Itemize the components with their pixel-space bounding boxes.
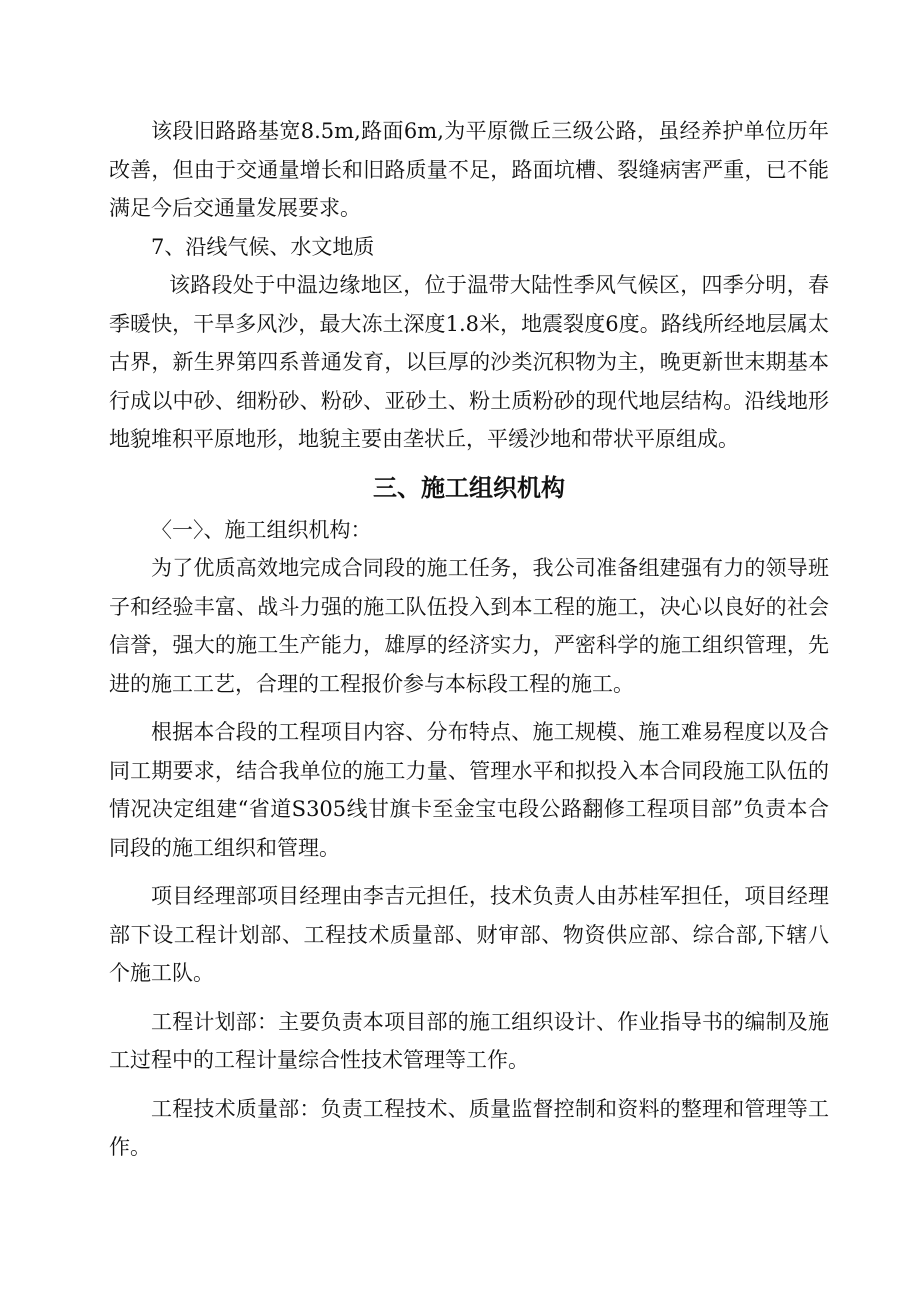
- paragraph-organization-goal: 为了优质高效地完成合同段的施工任务，我公司准备组建强有力的领导班子和经验丰富、战斗力强的施工队伍投入到本工程的施工，决心以良好的社会信誉，强大的施工生产能力，雄厚的经济实力，严密科学的施工组织管理，先进的施工工艺，合理的工程报价参与本标段工程的施工。: [109, 556, 829, 696]
- subsection-heading: 〈一〉、施工组织机构：: [151, 517, 372, 542]
- paragraph-old-road: 该段旧路路基宽8.5m,路面6m,为平原微丘三级公路，虽经养护单位历年改善，但由于交通量增长和旧路质量不足，路面坑槽、裂缝病害严重，已不能满足今后交通量发展要求。: [109, 119, 829, 220]
- paragraph-quality-dept: 工程技术质量部：负责工程技术、质量监督控制和资料的整理和管理等工作。: [109, 1096, 829, 1159]
- section-heading: 三、施工组织机构: [373, 473, 565, 502]
- document-page: [109, 112, 829, 1167]
- item-7-heading: 7、沿线气候、水文地质: [151, 234, 375, 259]
- paragraph-management-structure: 项目经理部项目经理由李吉元担任，技术负责人由苏桂军担任，项目经理部下设工程计划部、工程技术质量部、财审部、物资供应部、综合部,下辖八个施工队。: [109, 884, 829, 985]
- paragraph-project-department: 根据本合段的工程项目内容、分布特点、施工规模、施工难易程度以及合同工期要求，结合我单位的施工力量、管理水平和拟投入本合同段施工队伍的情况决定组建“省道S305线甘旗卡至金宝屯段公路翻修工程项目部”负责本合同段的施工组织和管理。: [109, 720, 829, 860]
- paragraph-climate-geology: 该路段处于中温边缘地区，位于温带大陆性季风气候区，四季分明，春季暖快，干旱多风沙，最大冻土深度1.8米，地震裂度6度。路线所经地层属太古界，新生界第四系普通发育，以巨厚的沙类沉积物为主，晚更新世末期基本行成以中砂、细粉砂、粉砂、亚砂土、粉土质粉砂的现代地层结构。沿线地形地貌堆积平原地形，地貌主要由垄状丘，平缓沙地和带状平原组成。: [109, 273, 829, 451]
- paragraph-planning-dept: 工程计划部：主要负责本项目部的施工组织设计、作业指导书的编制及施工过程中的工程计量综合性技术管理等工作。: [109, 1009, 829, 1072]
